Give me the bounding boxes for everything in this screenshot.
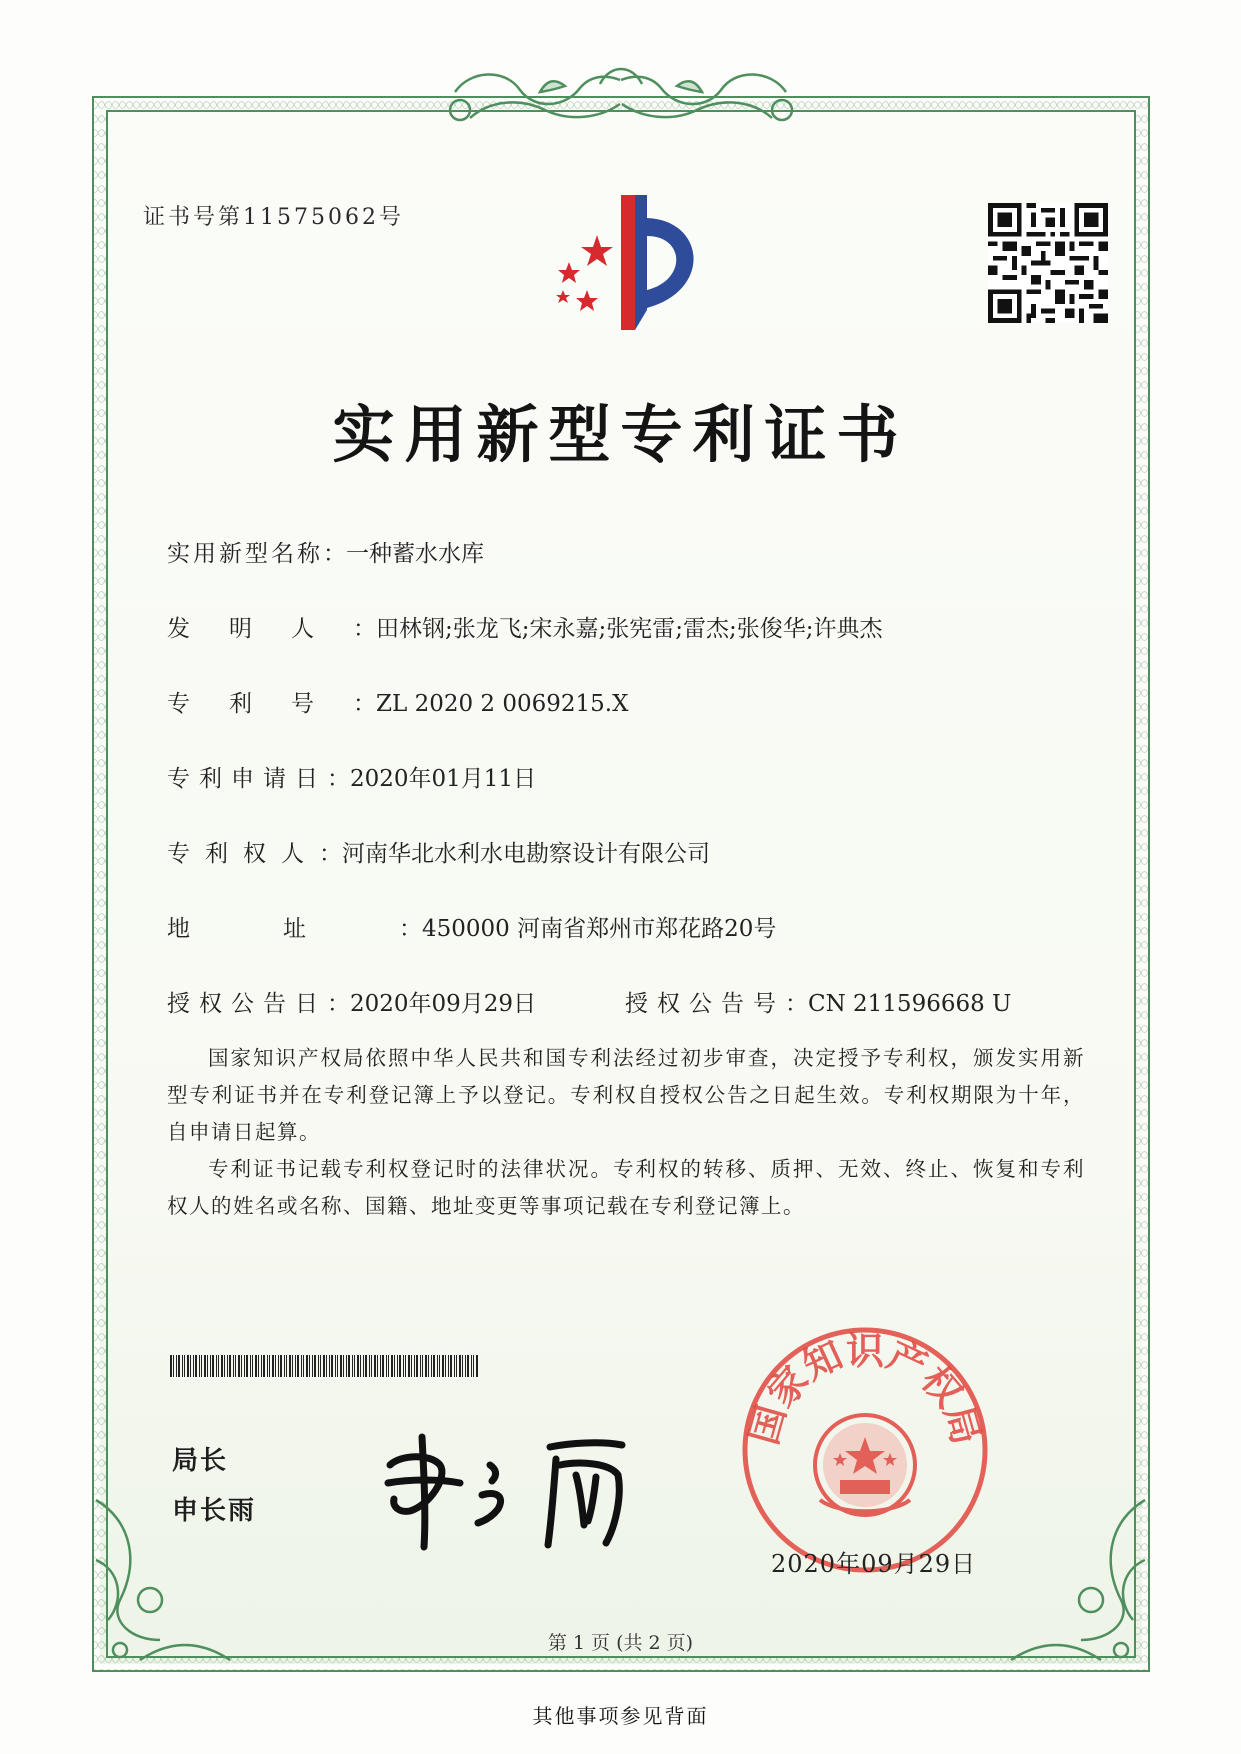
field-value: 一种蓄水水库: [346, 541, 484, 567]
field-label: 专利申请日: [167, 766, 327, 792]
body-paragraph: 专利证书记载专利权登记时的法律状况。专利权的转移、质押、无效、终止、恢复和专利权人的姓名或名称、国籍、地址变更等事项记载在专利登记簿上。: [167, 1157, 1085, 1218]
field-model-name: 实用新型名称：一种蓄水水库: [167, 535, 484, 568]
field-label: 发明人: [167, 616, 353, 642]
field-inventors: 发明人：田林钢;张龙飞;宋永嘉;张宪雷;雷杰;张俊华;许典杰: [167, 610, 883, 643]
field-label: 专利号: [167, 691, 353, 717]
official-seal: [740, 1325, 990, 1575]
patent-office-logo: [535, 190, 720, 335]
director-title: 局长: [172, 1446, 229, 1476]
field-label: 地址: [167, 916, 399, 942]
field-address: 地址：450000 河南省郑州市郑花路20号: [167, 910, 776, 943]
field-label: 授权公告号: [625, 991, 785, 1017]
field-value: 450000 河南省郑州市郑花路20号: [422, 916, 777, 942]
field-label: 授权公告日: [167, 991, 327, 1017]
page-indicator: 第 1 页 (共 2 页): [547, 1632, 694, 1654]
director-name: 申长雨: [172, 1496, 257, 1526]
certificate-title: 实用新型专利证书: [332, 398, 909, 471]
field-value: 2020年01月11日: [350, 766, 537, 792]
seal-text: 国家知识产权局: [740, 1328, 990, 1450]
field-value: ZL 2020 2 0069215.X: [376, 691, 629, 717]
body-paragraph: 国家知识产权局依照中华人民共和国专利法经过初步审查，决定授予专利权，颁发实用新型专利证书并在专利登记簿上予以登记。专利权自授权公告之日起生效。专利权期限为十年，自申请日起算。: [167, 1046, 1085, 1144]
field-label: 专利权人: [167, 841, 319, 867]
seal-date: 2020年09月29日: [771, 1550, 977, 1578]
barcode: [170, 1355, 480, 1377]
field-announcement-number: 授权公告号：CN 211596668 U: [625, 985, 1011, 1018]
field-value: CN 211596668 U: [808, 991, 1012, 1017]
field-value: 河南华北水利水电勘察设计有限公司: [342, 841, 710, 867]
field-patentee: 专利权人：河南华北水利水电勘察设计有限公司: [167, 835, 710, 868]
footer-note: 其他事项参见背面: [532, 1704, 709, 1728]
field-patent-number: 专利号：ZL 2020 2 0069215.X: [167, 685, 628, 718]
field-announcement-date: 授权公告日：2020年09月29日: [167, 985, 536, 1018]
field-value: 2020年09月29日: [350, 991, 537, 1017]
field-value: 田林钢;张龙飞;宋永嘉;张宪雷;雷杰;张俊华;许典杰: [376, 616, 883, 642]
certificate-body: [167, 1040, 1085, 1225]
field-label: 实用新型名称: [167, 541, 323, 567]
field-application-date: 专利申请日：2020年01月11日: [167, 760, 536, 793]
certificate-number: 证书号第11575062号: [143, 205, 404, 230]
director-signature: [370, 1425, 640, 1555]
qr-code: [988, 203, 1108, 323]
